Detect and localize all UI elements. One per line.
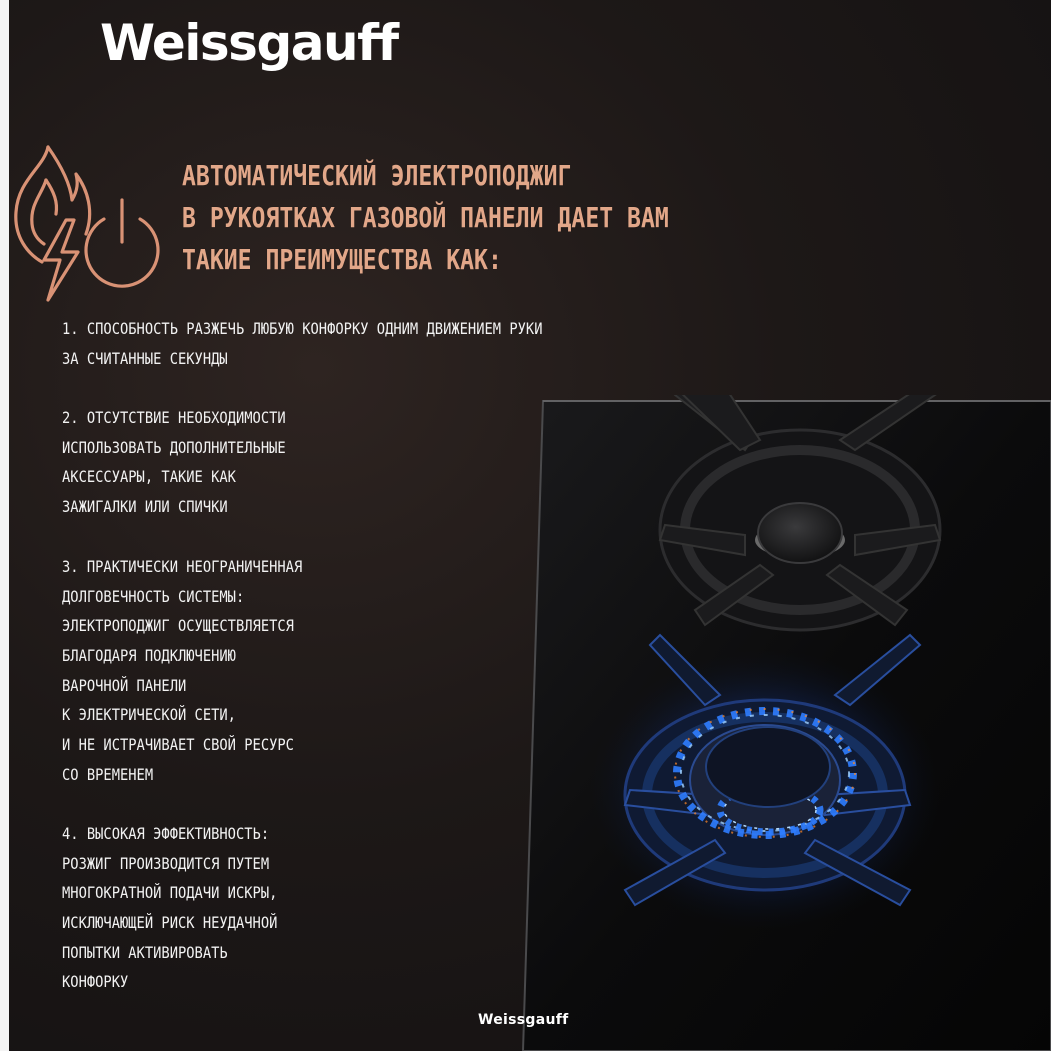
benefit-line: 2. ОТСУТСТВИЕ НЕОБХОДИМОСТИ	[62, 408, 286, 427]
benefit-line: РОЗЖИГ ПРОИЗВОДИТСЯ ПУТЕМ	[62, 853, 270, 873]
benefit-line: ДОЛГОВЕЧНОСТЬ СИСТЕМЫ:	[62, 586, 245, 606]
brand-logo: Weissgauff	[100, 14, 398, 72]
headline-line: В РУКОЯТКАХ ГАЗОВОЙ ПАНЕЛИ ДАЕТ ВАМ	[182, 202, 669, 234]
benefit-1	[62, 314, 542, 373]
benefit-line: ПОПЫТКИ АКТИВИРОВАТЬ	[62, 942, 228, 962]
headline-line: АВТОМАТИЧЕСКИЙ ЭЛЕКТРОПОДЖИГ	[182, 160, 572, 192]
power-icon	[86, 200, 158, 286]
benefit-line: БЛАГОДАРЯ ПОДКЛЮЧЕНИЮ	[62, 646, 236, 666]
benefit-line: 3. ПРАКТИЧЕСКИ НЕОГРАНИЧЕННАЯ	[62, 557, 303, 576]
benefit-line: ВАРОЧНОЙ ПАНЕЛИ	[62, 675, 187, 695]
benefit-line: ИСКЛЮЧАЮЩЕЙ РИСК НЕУДАЧНОЙ	[62, 913, 278, 933]
benefit-line: МНОГОКРАТНОЙ ПОДАЧИ ИСКРЫ,	[62, 883, 278, 903]
benefit-4	[62, 819, 277, 997]
feature-icons	[8, 142, 168, 307]
benefit-line: ЗАЖИГАЛКИ ИЛИ СПИЧКИ	[62, 497, 228, 517]
headline-line: ТАКИЕ ПРЕИМУЩЕСТВА КАК:	[182, 244, 502, 276]
benefit-line: К ЭЛЕКТРИЧЕСКОЙ СЕТИ,	[62, 705, 236, 725]
benefit-3	[62, 552, 302, 790]
benefit-line: 1. СПОСОБНОСТЬ РАЗЖЕЧЬ ЛЮБУЮ КОНФОРКУ ОДНИМ ДВИЖЕНИЕМ РУКИ	[62, 319, 543, 338]
benefit-line: И НЕ ИСТРАЧИВАЕТ СВОЙ РЕСУРС	[62, 735, 294, 755]
hob-brand-logo: Weissgauff	[478, 1012, 569, 1028]
headline	[182, 155, 871, 281]
benefit-line: АКСЕССУАРЫ, ТАКИЕ КАК	[62, 467, 236, 487]
benefit-line: СО ВРЕМЕНЕМ	[62, 764, 154, 784]
benefit-line: КОНФОРКУ	[62, 972, 129, 992]
benefit-line: 4. ВЫСОКАЯ ЭФФЕКТИВНОСТЬ:	[62, 824, 270, 843]
benefit-line: ЭЛЕКТРОПОДЖИГ ОСУЩЕСТВЛЯЕТСЯ	[62, 616, 294, 636]
benefit-line: ЗА СЧИТАННЫЕ СЕКУНДЫ	[62, 348, 228, 368]
benefit-line: ИСПОЛЬЗОВАТЬ ДОПОЛНИТЕЛЬНЫЕ	[62, 437, 286, 457]
flame-bolt-icon	[16, 147, 90, 300]
benefit-2	[62, 403, 286, 522]
gas-hob-image	[515, 395, 1051, 1051]
